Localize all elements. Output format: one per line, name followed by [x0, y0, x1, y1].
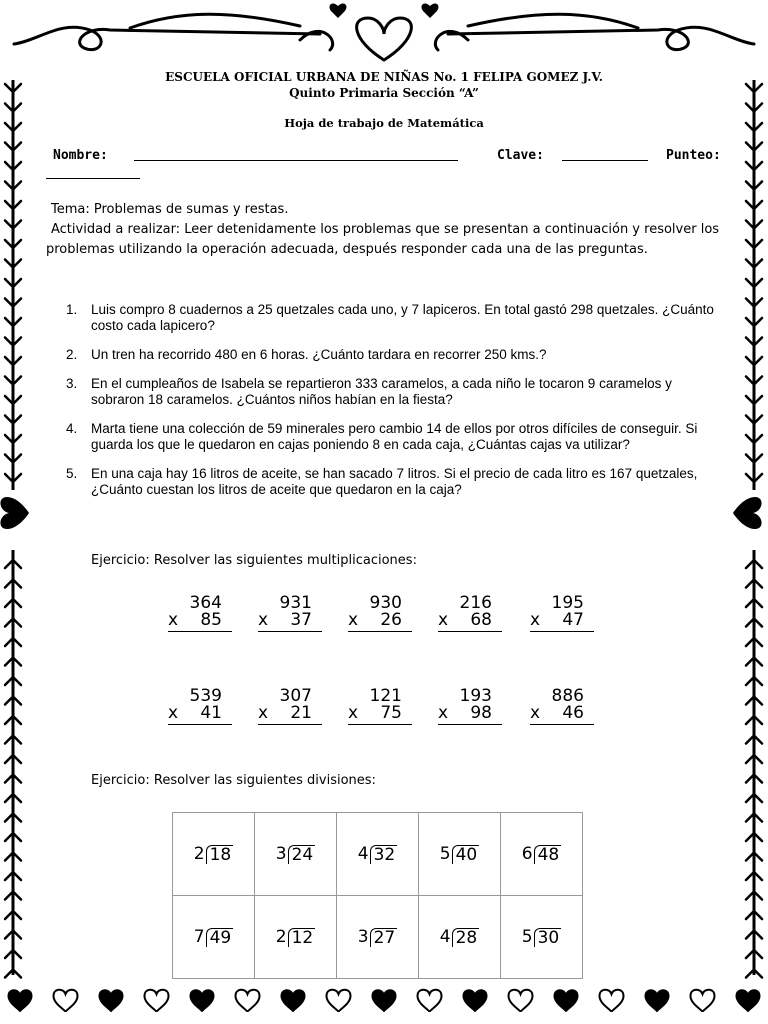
border-heart: [463, 990, 487, 1012]
multiplication-problem: 886 x 46: [530, 688, 594, 725]
division-cell: 2 18: [173, 813, 255, 896]
multiplication-problem: 539 x 41: [168, 688, 232, 725]
problem-item: 2. Un tren ha recorrido 480 en 6 horas. ¿Cuánto tardara en recorrer 250 kms.?: [66, 347, 547, 362]
multiplication-problem: 216 x 68: [438, 595, 502, 632]
border-heart: [8, 990, 32, 1012]
border-heart: [99, 990, 123, 1012]
code-field[interactable]: [562, 160, 648, 161]
problem-text: Luis compro 8 cuadernos a 25 quetzales cada uno, y 7 lapiceros. En total gastó 298 quetzales. ¿Cuánto costo cada lapicero?: [91, 302, 714, 333]
score-field[interactable]: [46, 178, 140, 179]
grade-section: Quinto Primaria Sección “A”: [289, 86, 479, 100]
border-heart: [54, 990, 78, 1012]
problem-item: 3. En el cumpleaños de Isabela se repartieron 333 caramelos, a cada niño le tocaron 9 caramelos y sobraron 18 caramelos. ¿Cuántos niños habían en la fiesta?: [66, 376, 672, 407]
division-table: [172, 812, 583, 979]
division-cell: 5 40: [419, 813, 501, 896]
multiplication-title: Ejercicio: Resolver las siguientes multiplicaciones:: [91, 553, 417, 568]
multiplication-problem: 930 x 26: [348, 595, 412, 632]
division-cell: 4 32: [337, 813, 419, 896]
division-cell: 4 28: [419, 896, 501, 979]
border-heart: [236, 990, 260, 1012]
division-title: Ejercicio: Resolver las siguientes divisiones:: [91, 773, 376, 788]
border-heart: [418, 990, 442, 1012]
problem-item: 4. Marta tiene una colección de 59 minerales pero cambio 14 de ellos por otros difíciles de conseguir. Si guarda los que le quedaron en cajas poniendo 8 en cada caja, ¿Cuántas cajas va utilizar?: [66, 421, 698, 452]
border-heart: [281, 990, 305, 1012]
border-heart: [190, 990, 214, 1012]
multiplication-problem: 121 x 75: [348, 688, 412, 725]
name-field[interactable]: [134, 160, 458, 161]
problem-text: En el cumpleaños de Isabela se repartieron 333 caramelos, a cada niño le tocaron 9 caramelos y sobraron 18 caramelos. ¿Cuántos niños habían en la fiesta?: [91, 376, 672, 407]
sheet-title: Hoja de trabajo de Matemática: [284, 116, 484, 130]
multiplication-problem: 364 x 85: [168, 595, 232, 632]
score-label: Punteo:: [666, 148, 721, 163]
multiplication-problem: 195 x 47: [530, 595, 594, 632]
division-cell: 3 24: [255, 813, 337, 896]
border-heart: [736, 990, 760, 1012]
problem-text: En una caja hay 16 litros de aceite, se han sacado 7 litros. Si el precio de cada litro es 167 quetzales, ¿Cuánto cuestan los litros de aceite que quedaron en la caja?: [91, 466, 698, 497]
border-heart: [372, 990, 396, 1012]
code-label: Clave:: [497, 148, 544, 163]
school-name: ESCUELA OFICIAL URBANA DE NIÑAS No. 1 FELIPA GOMEZ J.V.: [165, 70, 603, 84]
border-heart: [645, 990, 669, 1012]
problem-text: Marta tiene una colección de 59 minerales pero cambio 14 de ellos por otros difíciles de conseguir. Si guarda los que le quedaron en cajas poniendo 8 en cada caja, ¿Cuántas cajas va utilizar?: [91, 421, 698, 452]
division-cell: 5 30: [501, 896, 583, 979]
border-heart: [145, 990, 169, 1012]
problem-item: 5. En una caja hay 16 litros de aceite, se han sacado 7 litros. Si el precio de cada litro es 167 quetzales, ¿Cuánto cuestan los litros de aceite que quedaron en la caja?: [66, 466, 698, 497]
activity-text: Actividad a realizar: Leer detenidamente los problemas que se presentan a continuación y resolver los problemas utilizando la operación adecuada, después responder cada una de las preguntas.: [46, 222, 720, 257]
border-heart: [509, 990, 533, 1012]
problem-text: Un tren ha recorrido 480 en 6 horas. ¿Cuánto tardara en recorrer 250 kms.?: [91, 347, 547, 362]
topic-text: Tema: Problemas de sumas y restas.: [51, 202, 289, 217]
division-cell: 6 48: [501, 813, 583, 896]
division-cell: 2 12: [255, 896, 337, 979]
multiplication-problem: 307 x 21: [258, 688, 322, 725]
border-heart: [691, 990, 715, 1012]
problem-item: 1. Luis compro 8 cuadernos a 25 quetzales cada uno, y 7 lapiceros. En total gastó 298 quetzales. ¿Cuánto costo cada lapicero?: [66, 302, 714, 333]
multiplication-problem: 931 x 37: [258, 595, 322, 632]
border-heart: [327, 990, 351, 1012]
border-heart: [600, 990, 624, 1012]
division-cell: 3 27: [337, 896, 419, 979]
problem-list: [66, 302, 716, 511]
border-heart: [554, 990, 578, 1012]
name-label: Nombre:: [53, 148, 108, 163]
division-cell: 7 49: [173, 896, 255, 979]
multiplication-problem: 193 x 98: [438, 688, 502, 725]
